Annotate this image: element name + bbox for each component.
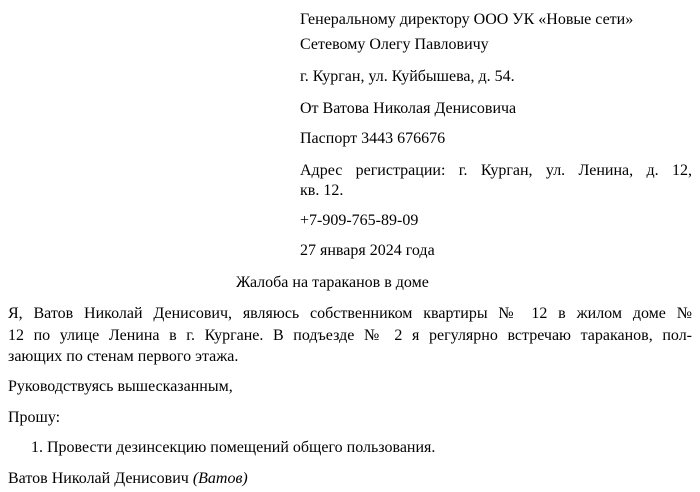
paragraph-line-1: Я, Ватов Николай Денисович, являюсь собственником квартиры № 12 в жилом доме № (8, 305, 692, 322)
registration-address-line-1: Адрес регистрации: г. Курган, ул. Ленина, д. 12, (300, 162, 692, 179)
signature-name: Ватов Николай Денисович (8, 470, 189, 487)
guided-by-text: Руководствуясь вышесказанным, (8, 378, 233, 395)
passport-number: Паспорт 3443 676676 (300, 130, 446, 147)
registration-address-line-2: кв. 12. (300, 182, 344, 199)
paragraph-line-2: 12 по улице Ленина в г. Кургане. В подъезде № 2 я регулярно встречаю тараканов, пол- (8, 327, 692, 344)
document-date: 27 января 2024 года (300, 242, 435, 259)
document-title: Жалоба на тараканов в доме (236, 274, 429, 291)
company-address: г. Курган, ул. Куйбышева, д. 54. (300, 68, 515, 85)
signature-line (8, 469, 248, 489)
addressee-line-1: Генеральному директору ООО УК «Новые сети» (300, 11, 634, 28)
sender-name: От Ватова Николая Денисовича (300, 100, 517, 117)
phone-number: +7-909-765-89-09 (300, 212, 419, 229)
request-item-1: 1. Провести дезинсекцию помещений общего пользования. (31, 439, 436, 456)
addressee-line-2: Сетевому Олегу Павловичу (300, 36, 489, 53)
handwritten-signature: (Ватов) (192, 470, 248, 487)
request-label: Прошу: (8, 409, 61, 426)
paragraph-line-3: зающих по стенам первого этажа. (8, 348, 239, 365)
